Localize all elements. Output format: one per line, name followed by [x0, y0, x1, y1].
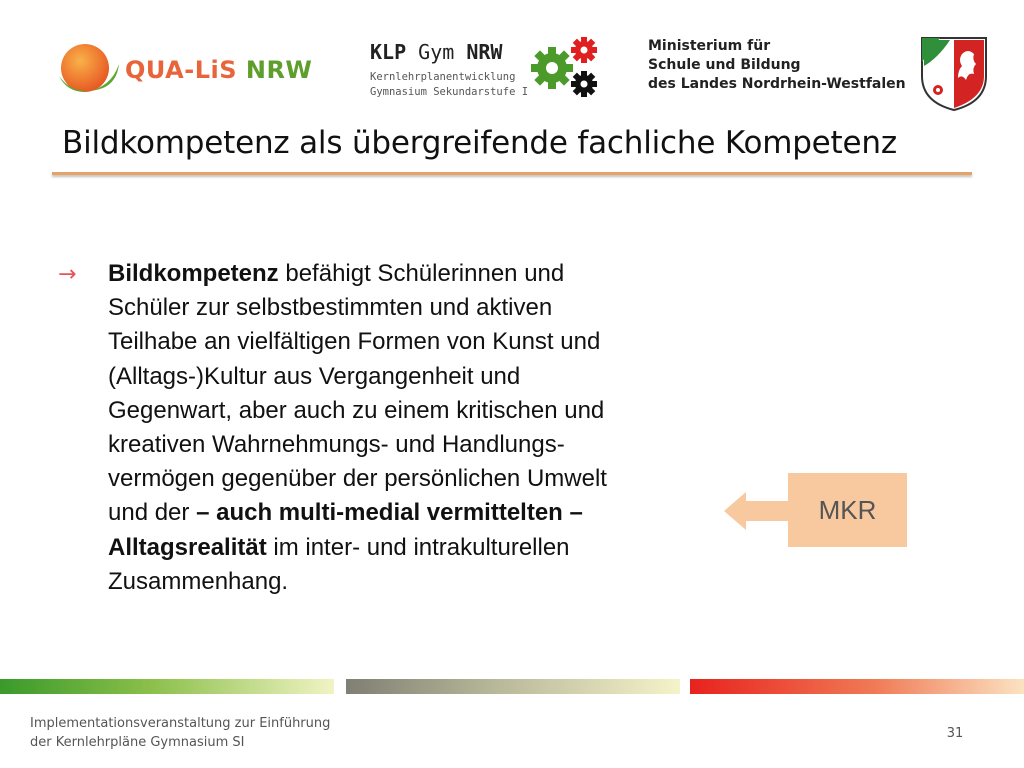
body-bold-term: Alltagsrealität	[108, 533, 267, 561]
body-bold-term: Bildkompetenz	[108, 260, 279, 287]
footer-line-2: der Kernlehrpläne Gymnasium SI	[30, 735, 245, 750]
body-paragraph	[108, 257, 708, 599]
klp-title	[370, 40, 502, 64]
body-text-span: und der	[108, 499, 197, 527]
mkr-label-box: MKR	[788, 473, 907, 547]
gears-icon	[522, 36, 602, 102]
body-bold-phrase: – auch multi-medial vermittelten –	[196, 499, 583, 527]
body-line: Gegenwart, aber auch zu einem kritischen und	[108, 396, 605, 424]
body-line	[108, 496, 708, 530]
body-line: Zusammenhang.	[108, 567, 289, 595]
ministry-line-2: Schule und Bildung	[648, 57, 801, 73]
footer-bar-grey	[346, 679, 680, 694]
klp-subtitle-1: Kernlehrplanentwicklung	[370, 71, 516, 83]
ministry-line-3: des Landes Nordrhein-Westfalen	[648, 76, 906, 92]
body-line	[108, 257, 708, 291]
body-text-span: befähigt Schülerinnen und	[278, 260, 565, 287]
body-line	[108, 531, 708, 565]
ministry-name	[648, 37, 908, 94]
footer-line-1: Implementationsveranstaltung zur Einführung	[30, 716, 331, 731]
slide-title: Bildkompetenz als übergreifende fachliche Kompetenz	[62, 125, 897, 161]
klp-title-b: Gym	[406, 40, 467, 64]
footer-caption	[30, 714, 430, 752]
klp-title-c: NRW	[466, 40, 503, 64]
qualis-wordmark-a: QUA-LiS	[125, 56, 237, 84]
klp-subtitle-2: Gymnasium Sekundarstufe I	[370, 86, 529, 98]
page-number: 31	[946, 726, 964, 741]
qualis-nrw-logo	[55, 38, 313, 104]
body-line: Schüler zur selbstbestimmten und aktiven	[108, 294, 553, 322]
body-line: Teilhabe an vielfältigen Formen von Kunst und	[108, 328, 601, 356]
body-text-span: im inter- und intrakulturellen	[266, 533, 570, 561]
title-underline	[52, 172, 972, 175]
qualis-emblem-icon	[55, 38, 121, 104]
klp-title-a: KLP	[370, 40, 407, 64]
body-line: vermögen gegenüber der persönlichen Umwelt	[108, 465, 607, 493]
footer-bar-red	[690, 679, 1024, 694]
left-arrow-icon	[724, 492, 794, 530]
nrw-coat-of-arms-icon	[920, 36, 988, 112]
body-line: (Alltags-)Kultur aus Vergangenheit und	[108, 362, 521, 390]
klp-gym-nrw-logo	[370, 40, 610, 106]
ministry-line-1: Ministerium für	[648, 38, 771, 54]
qualis-wordmark	[125, 56, 312, 84]
qualis-wordmark-b: NRW	[237, 56, 313, 84]
bullet-arrow-icon: →	[58, 262, 77, 287]
body-line: kreativen Wahrnehmungs- und Handlungs-	[108, 431, 565, 459]
footer-bar-green	[0, 679, 334, 694]
